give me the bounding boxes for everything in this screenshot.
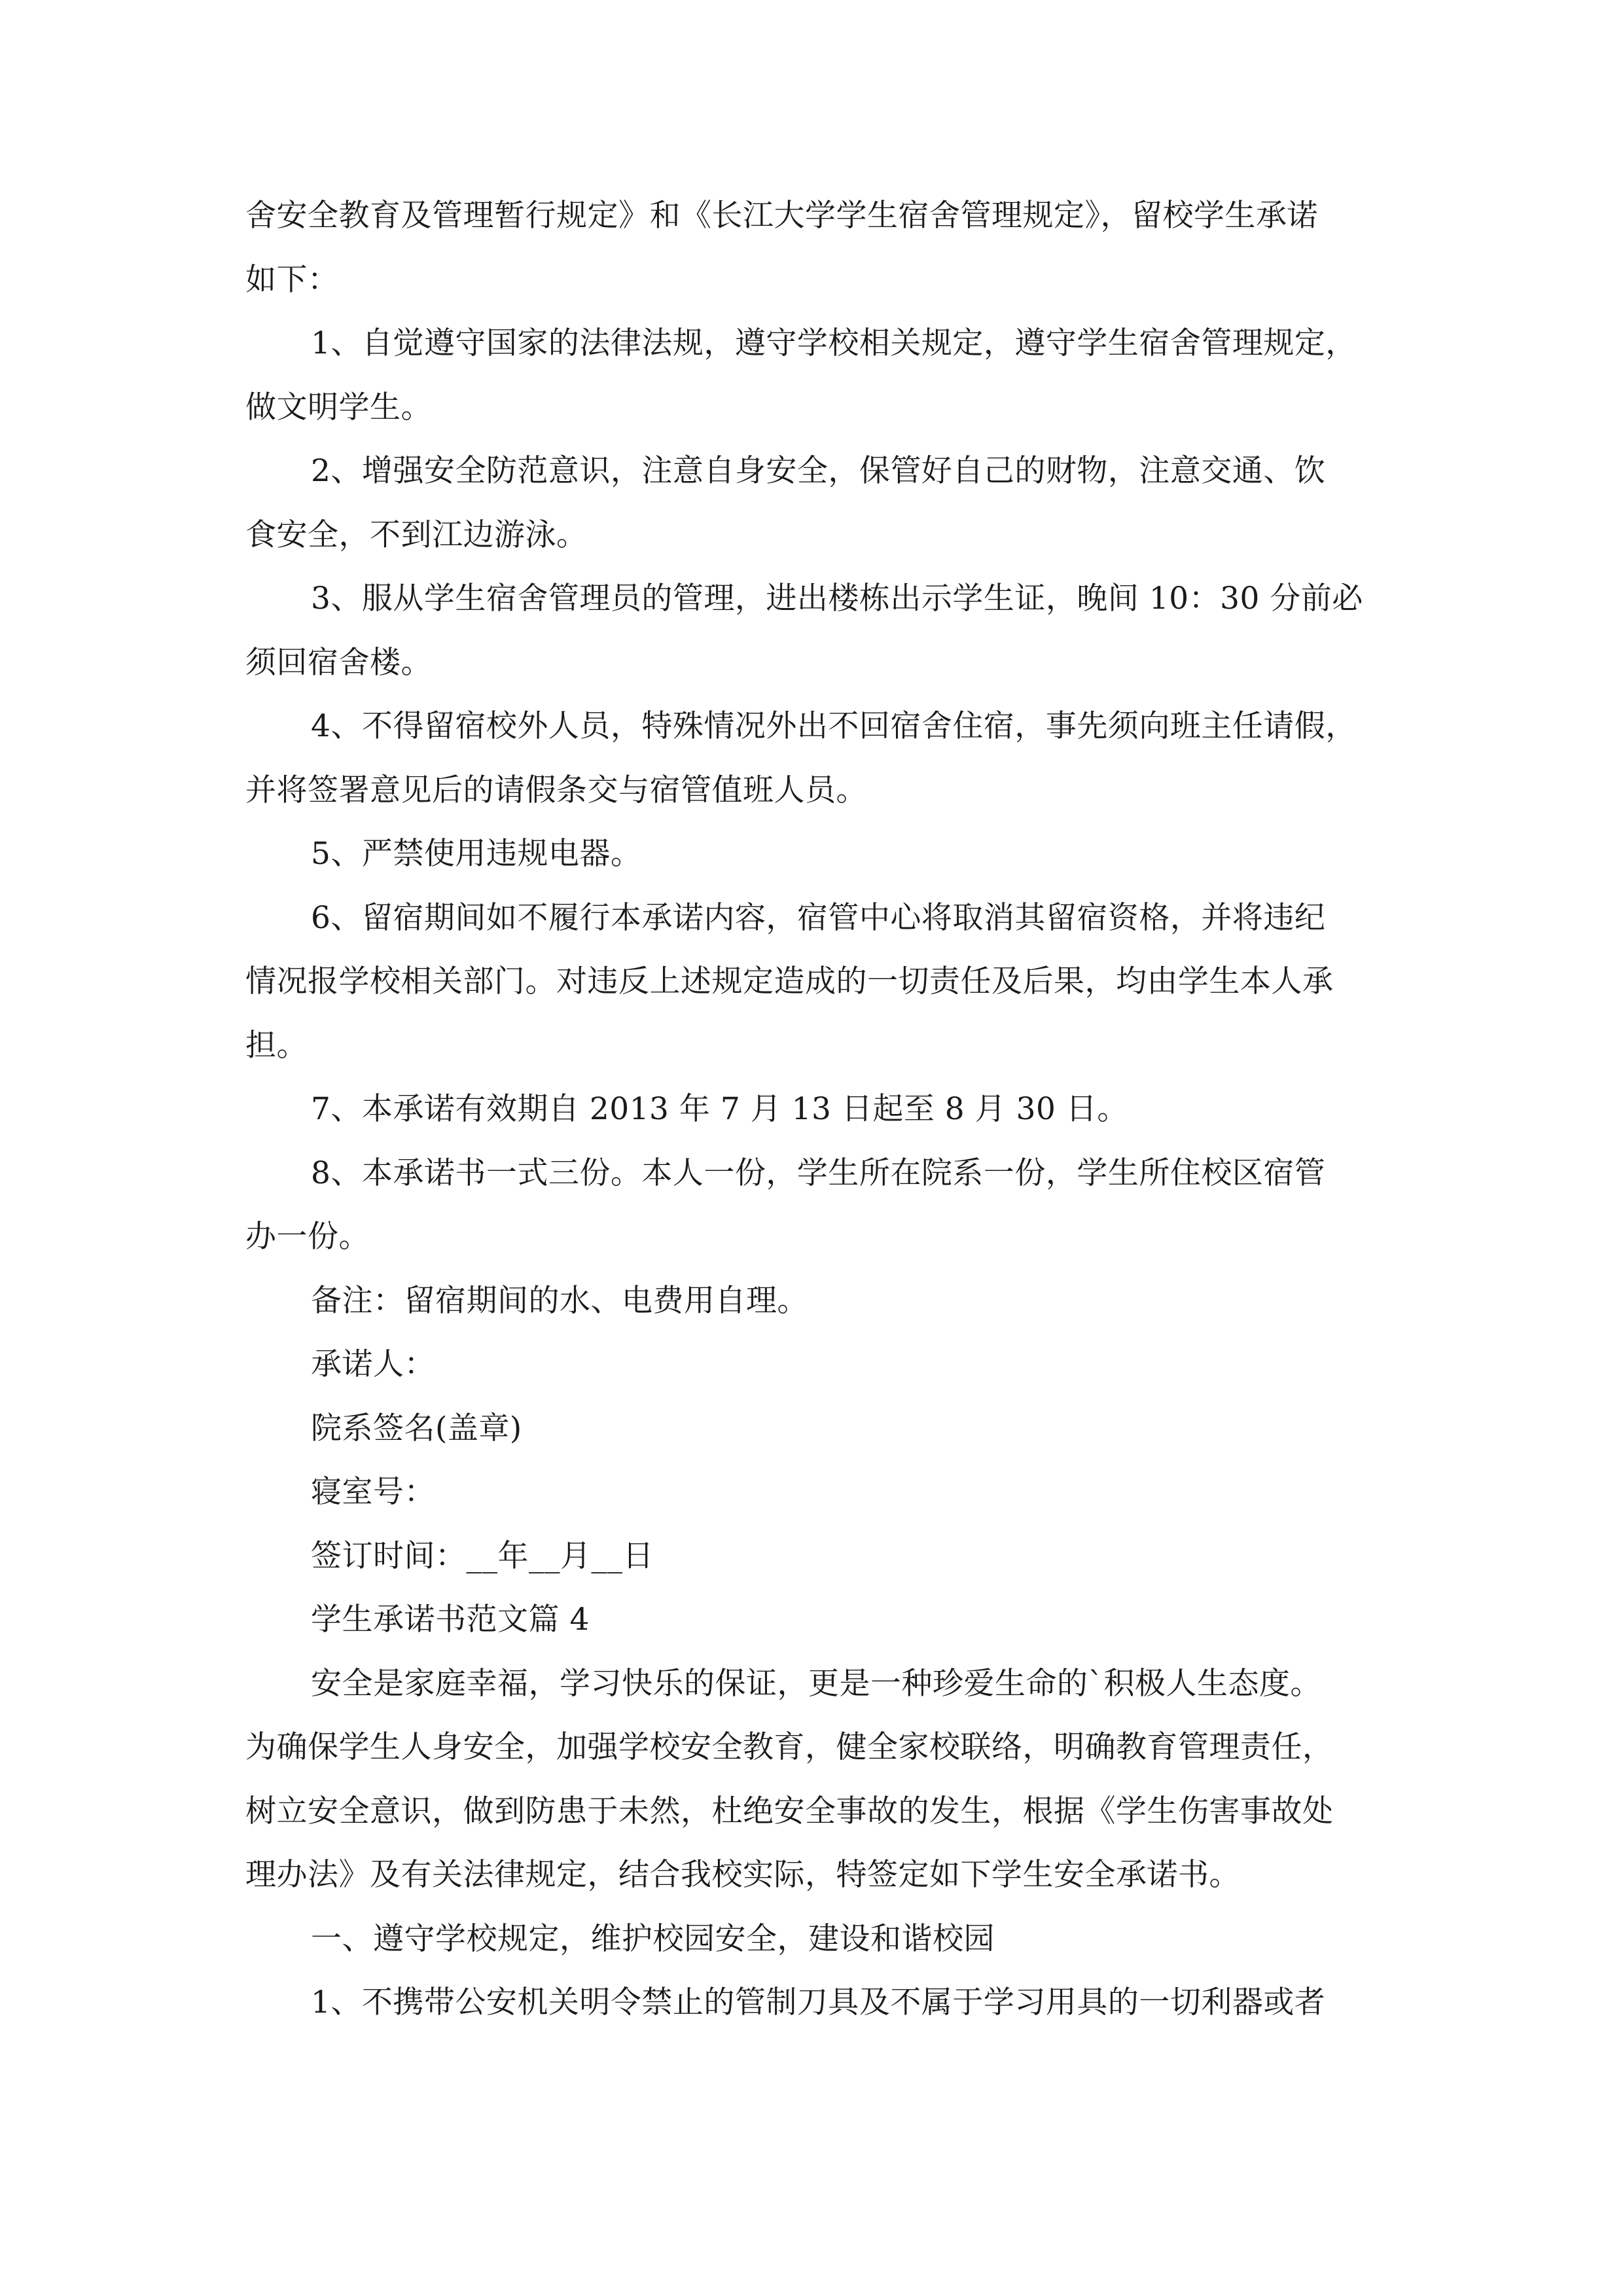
text-line: 8、本承诺书一式三份。本人一份，学生所在院系一份，学生所住校区宿管 bbox=[311, 1155, 1326, 1191]
text-line: 5、严禁使用违规电器。 bbox=[311, 836, 642, 872]
text-line: 树立安全意识，做到防患于未然，杜绝安全事故的发生，根据《学生伤害事故处 bbox=[245, 1793, 1334, 1829]
text-line: 院系签名(盖章) bbox=[311, 1410, 522, 1446]
text-line: 办一份。 bbox=[245, 1219, 370, 1255]
text-line: 1、不携带公安机关明令禁止的管制刀具及不属于学习用具的一切利器或者 bbox=[311, 1984, 1326, 2020]
text-line: 舍安全教育及管理暂行规定》和《长江大学学生宿舍管理规定》，留校学生承诺 bbox=[245, 198, 1318, 234]
text-line: 2、增强安全防范意识，注意自身安全，保管好自己的财物，注意交通、饮 bbox=[311, 453, 1326, 489]
text-line: 1、自觉遵守国家的法律法规，遵守学校相关规定，遵守学生宿舍管理规定， bbox=[311, 325, 1357, 361]
text-line: 3、服从学生宿舍管理员的管理，进出楼栋出示学生证，晚间 10：30 分前必 bbox=[311, 581, 1363, 617]
text-line: 如下： bbox=[245, 262, 339, 298]
text-line: 4、不得留宿校外人员，特殊情况外出不回宿舍住宿，事先须向班主任请假， bbox=[311, 708, 1357, 744]
text-line: 做文明学生。 bbox=[245, 389, 432, 425]
text-line: 一、遵守学校规定，维护校园安全，建设和谐校园 bbox=[311, 1921, 995, 1957]
text-line: 并将签署意见后的请假条交与宿管值班人员。 bbox=[245, 772, 867, 808]
text-line: 寝室号： bbox=[311, 1474, 435, 1510]
text-line: 6、留宿期间如不履行本承诺内容，宿管中心将取消其留宿资格，并将违纪 bbox=[311, 900, 1326, 936]
text-line: 签订时间：__年__月__日 bbox=[311, 1538, 654, 1574]
text-line: 为确保学生人身安全，加强学校安全教育，健全家校联络，明确教育管理责任， bbox=[245, 1729, 1334, 1765]
text-line: 学生承诺书范文篇 4 bbox=[311, 1602, 590, 1638]
text-line: 7、本承诺有效期自 2013 年 7 月 13 日起至 8 月 30 日。 bbox=[311, 1091, 1128, 1127]
text-line: 须回宿舍楼。 bbox=[245, 645, 432, 681]
text-line: 安全是家庭幸福，学习快乐的保证，更是一种珍爱生命的`积极人生态度。 bbox=[311, 1666, 1321, 1702]
text-line: 担。 bbox=[245, 1028, 308, 1064]
text-line: 承诺人： bbox=[311, 1346, 435, 1382]
text-line: 备注：留宿期间的水、电费用自理。 bbox=[311, 1283, 808, 1319]
text-line: 食安全，不到江边游泳。 bbox=[245, 517, 588, 553]
text-line: 情况报学校相关部门。对违反上述规定造成的一切责任及后果，均由学生本人承 bbox=[245, 963, 1334, 999]
text-line: 理办法》及有关法律规定，结合我校实际，特签定如下学生安全承诺书。 bbox=[245, 1857, 1240, 1893]
